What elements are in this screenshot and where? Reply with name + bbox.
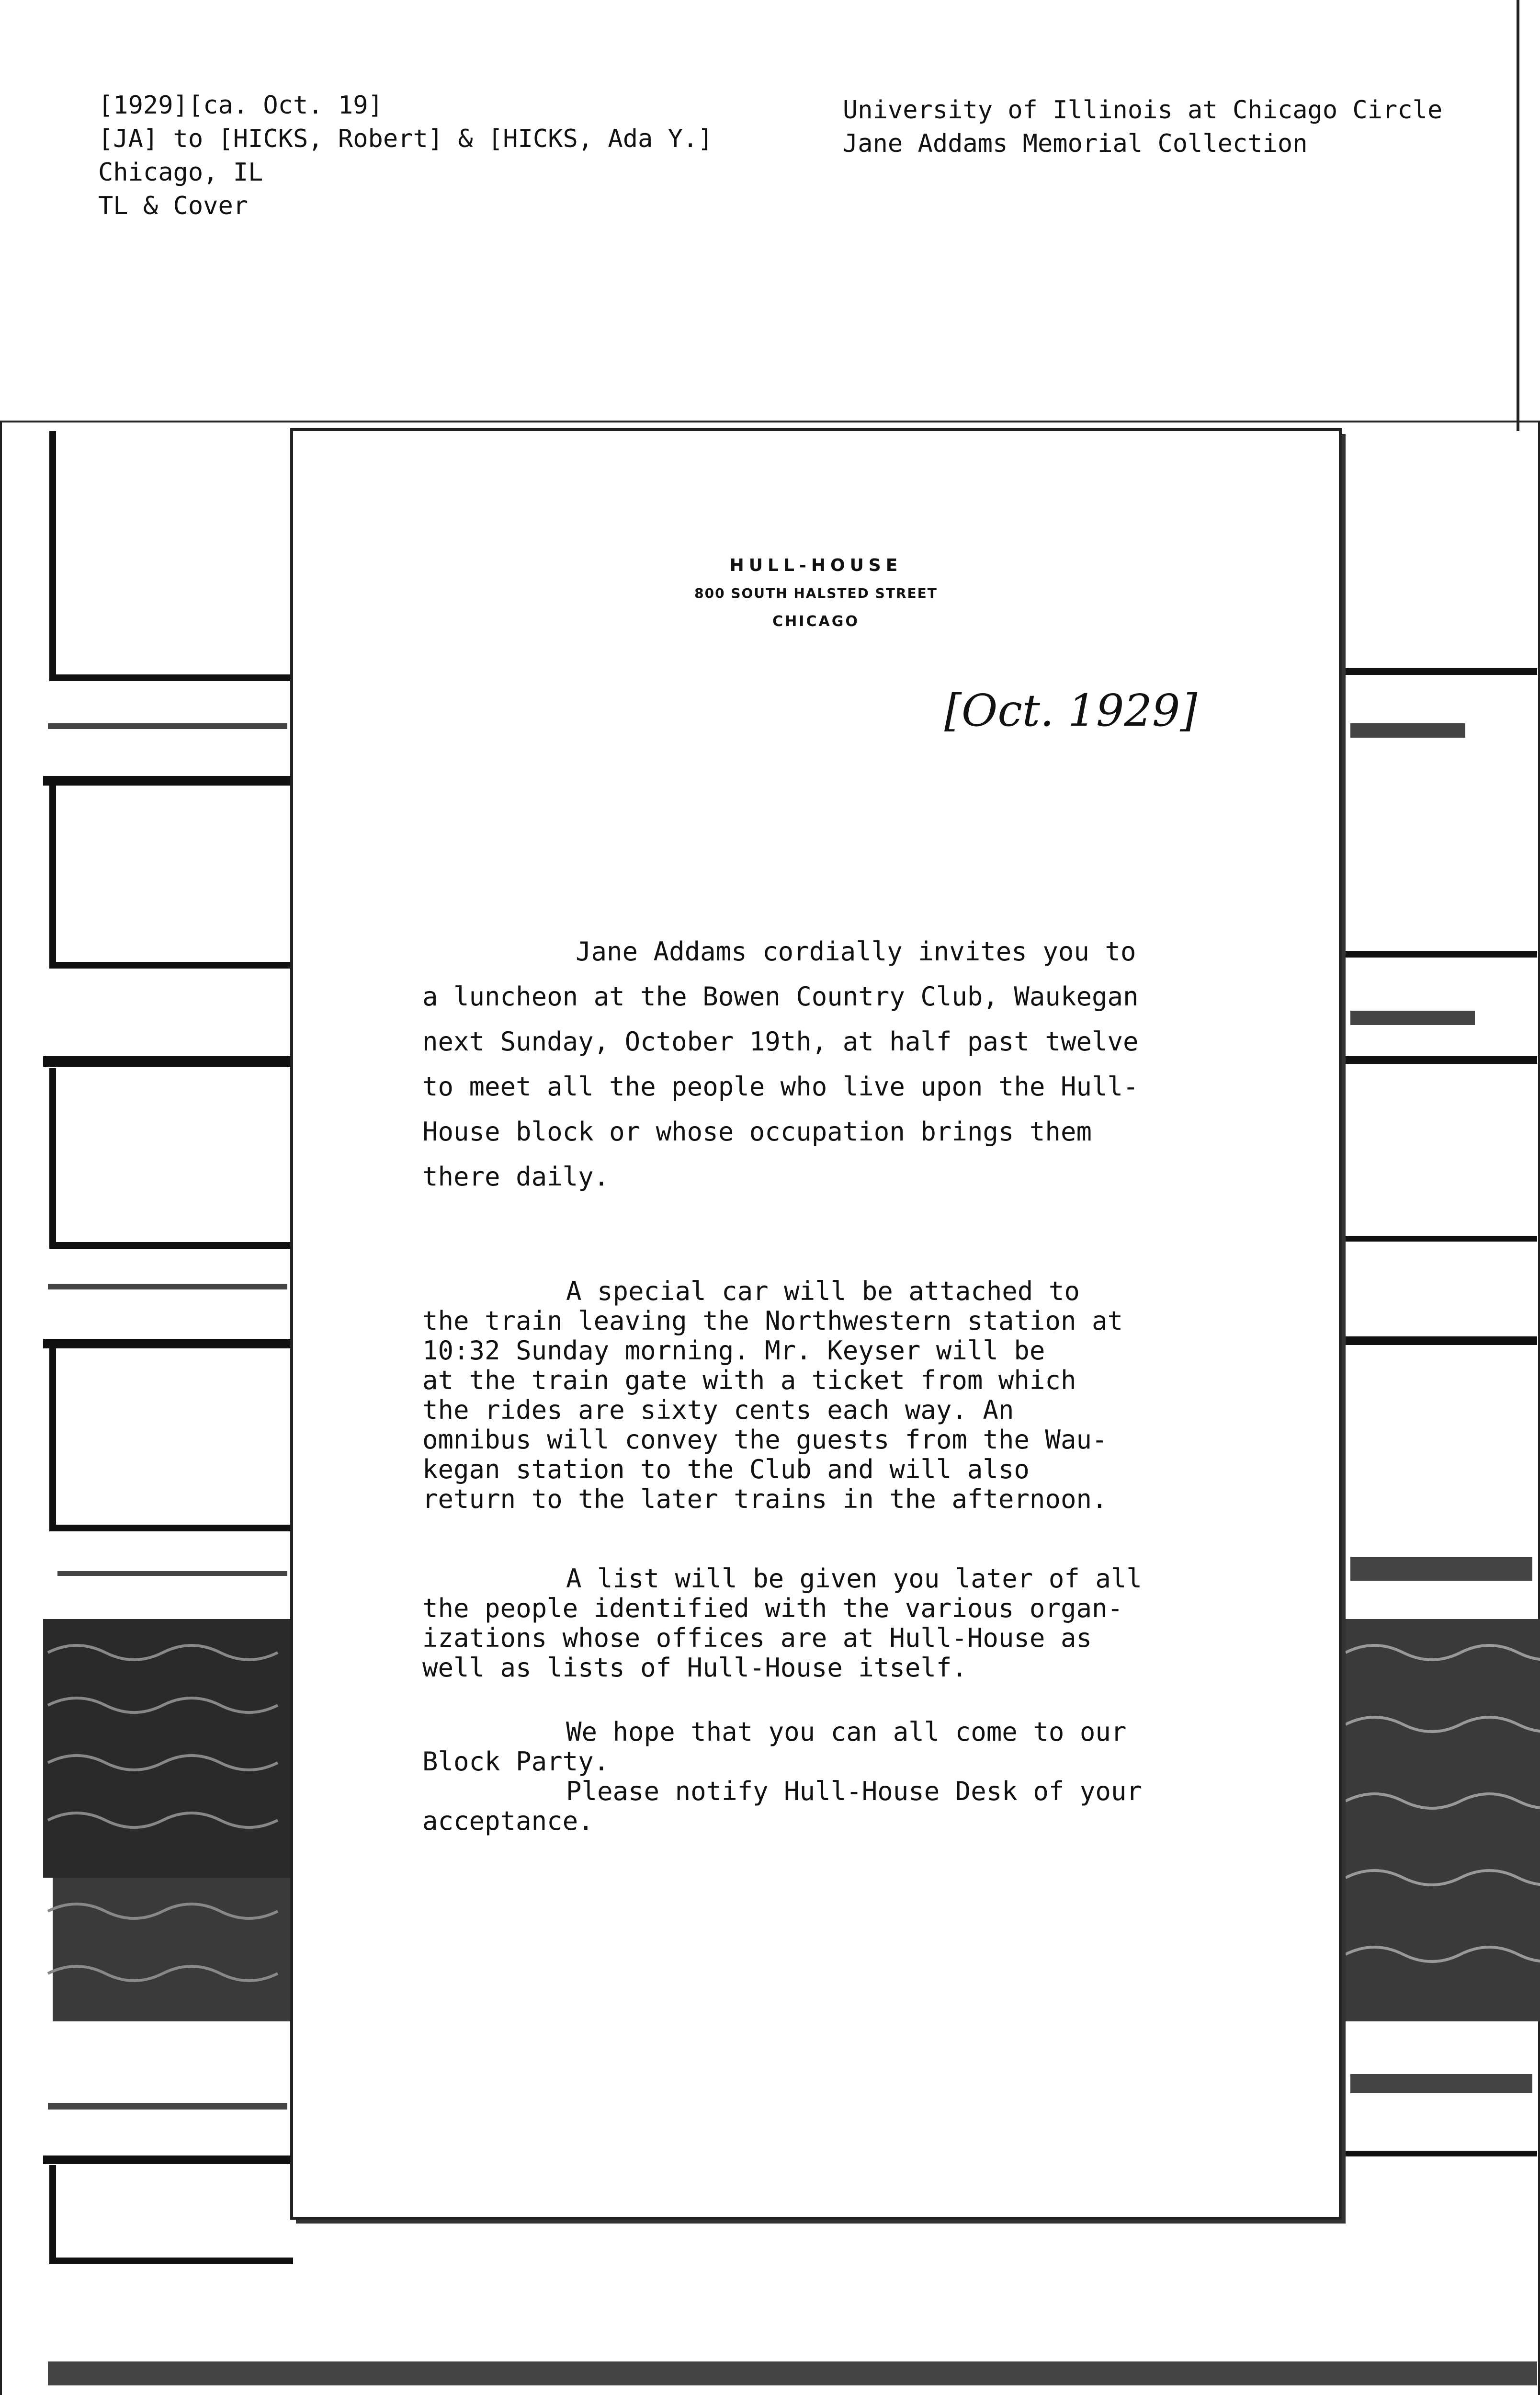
catalog-note-right (843, 93, 1442, 160)
text-line: Please notify Hull-House Desk of your (566, 1776, 1142, 1806)
text-line: next Sunday, October 19th, at half past twelve (422, 1026, 1139, 1057)
text-line: acceptance. (422, 1806, 594, 1836)
text-line: We hope that you can all come to our (566, 1717, 1127, 1747)
text-line: the rides are sixty cents each way. An (422, 1395, 1014, 1425)
text-line: a luncheon at the Bowen Country Club, Waukegan (422, 981, 1139, 1012)
text-line: Jane Addams cordially invites you to (576, 936, 1136, 967)
text-line: the people identified with the various organ- (422, 1593, 1123, 1623)
text-line: House block or whose occupation brings them (422, 1117, 1092, 1147)
letterhead-name: HULL-HOUSE (729, 556, 903, 575)
text-line: well as lists of Hull-House itself. (422, 1653, 967, 1683)
text-line: at the train gate with a ticket from which (422, 1365, 1076, 1395)
text-line: Block Party. (422, 1746, 610, 1777)
catalog-date: [1929][ca. Oct. 19] (98, 91, 383, 120)
text-line: izations whose offices are at Hull-House as (422, 1623, 1092, 1653)
text-line: omnibus will convey the guests from the Wau- (422, 1425, 1108, 1455)
catalog-type: TL & Cover (98, 192, 249, 220)
handwritten-date: [Oct. 1929] (944, 685, 1198, 736)
invitation-paragraph (422, 929, 1323, 1199)
letter-page (293, 431, 1339, 2217)
text-line: kegan station to the Club and will also (422, 1454, 1030, 1484)
list-paragraph (422, 1564, 1323, 1683)
text-line: A list will be given you later of all (566, 1563, 1142, 1594)
catalog-correspondents: [JA] to [HICKS, Robert] & [HICKS, Ada Y.] (98, 125, 713, 153)
transport-paragraph (422, 1277, 1323, 1514)
text-line: return to the later trains in the afternoon. (422, 1484, 1108, 1514)
closing-paragraph (422, 1717, 1323, 1836)
collection-institution: University of Illinois at Chicago Circle (843, 96, 1443, 125)
letterhead-address: 800 SOUTH HALSTED STREET (694, 585, 938, 601)
text-line: there daily. (422, 1162, 610, 1192)
text-line: the train leaving the Northwestern station at (422, 1306, 1123, 1336)
catalog-place: Chicago, IL (98, 158, 263, 187)
letterhead-city: CHICAGO (772, 613, 860, 630)
text-line: 10:32 Sunday morning. Mr. Keyser will be (422, 1335, 1045, 1366)
text-line: to meet all the people who live upon the Hull- (422, 1072, 1139, 1102)
collection-name: Jane Addams Memorial Collection (843, 129, 1308, 158)
text-line: A special car will be attached to (566, 1276, 1080, 1306)
catalog-note-left (98, 89, 713, 223)
